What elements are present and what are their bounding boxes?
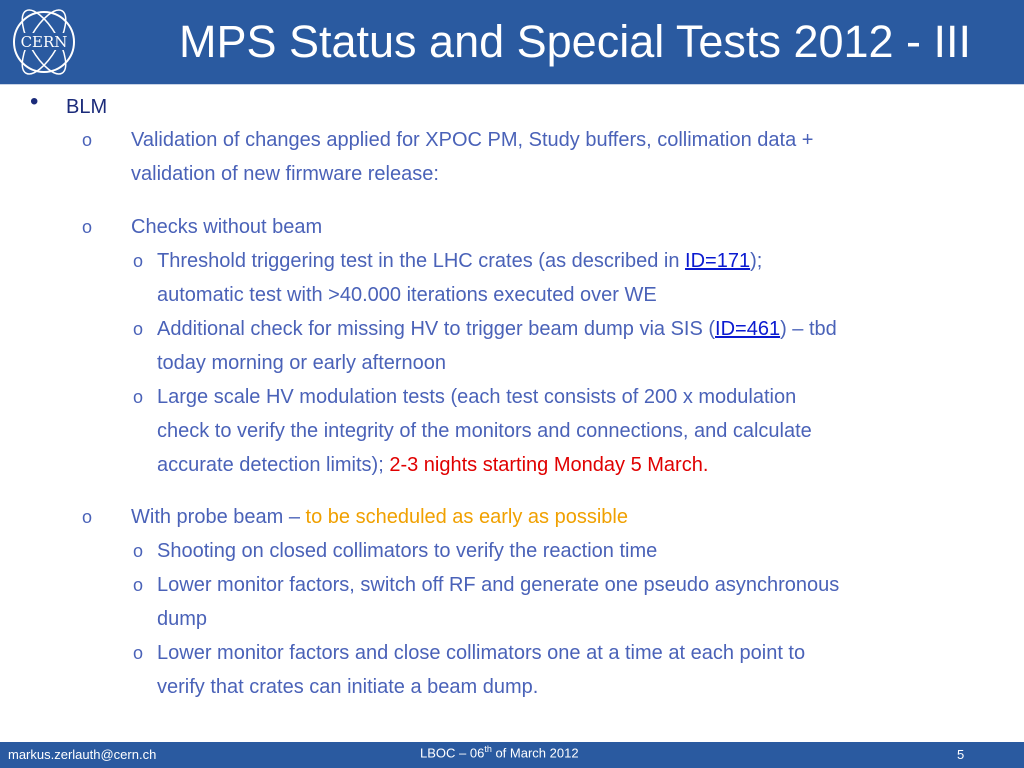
item-close-collimators-line2: verify that crates can initiate a beam dump.	[157, 676, 539, 698]
item-shooting-collimators: Shooting on closed collimators to verify the reaction time	[157, 540, 658, 562]
sub-sub-bullet-marker: o	[133, 387, 144, 407]
logo-text: CERN	[20, 33, 68, 51]
footer-bar	[0, 742, 1024, 768]
sub-bullet-marker: o	[82, 130, 93, 150]
header-bar	[0, 0, 1024, 84]
sub-bullet-marker: o	[82, 217, 93, 237]
cern-logo	[6, 4, 82, 80]
item-hv-check-line1: Additional check for missing HV to trigger beam dump via SIS (ID=461) – tbd	[157, 318, 837, 340]
item-close-collimators-line1: Lower monitor factors and close collimators one at a time at each point to	[157, 642, 806, 664]
item-threshold-line2: automatic test with >40.000 iterations executed over WE	[157, 284, 657, 306]
item-hv-check-line2: today morning or early afternoon	[157, 352, 447, 374]
schedule-highlight: 2-3 nights starting Monday 5 March.	[389, 454, 709, 476]
item-threshold-line1: Threshold triggering test in the LHC crates (as described in ID=171);	[157, 250, 763, 272]
item-hv-modulation-line2: check to verify the integrity of the monitors and connections, and calculate	[157, 420, 812, 442]
item-checks-without-beam: Checks without beam	[131, 216, 323, 238]
item-rf-off-line2: dump	[157, 608, 208, 630]
bullet-dot-icon: •	[30, 88, 39, 115]
item-validation-line1: Validation of changes applied for XPOC PM, Study buffers, collimation data +	[131, 129, 814, 151]
sub-sub-bullet-marker: o	[133, 541, 144, 561]
header-divider	[0, 84, 1024, 85]
item-rf-off-line1: Lower monitor factors, switch off RF and generate one pseudo asynchronous	[157, 574, 840, 596]
item-hv-modulation-line3: accurate detection limits); 2-3 nights starting Monday 5 March.	[157, 454, 709, 476]
item-validation-line2: validation of new firmware release:	[131, 163, 439, 185]
page-number: 5	[957, 747, 965, 762]
probe-beam-note: to be scheduled as early as possible	[305, 506, 628, 528]
bullet-blm: BLM	[66, 96, 108, 118]
item-with-probe-beam: With probe beam – to be scheduled as early as possible	[131, 506, 628, 528]
sub-sub-bullet-marker: o	[133, 251, 144, 271]
link-id-171[interactable]: ID=171	[685, 250, 751, 272]
footer-email: markus.zerlauth@cern.ch	[8, 747, 157, 762]
footer-event: LBOC – 06th of March 2012	[420, 744, 579, 761]
sub-sub-bullet-marker: o	[133, 575, 144, 595]
sub-sub-bullet-marker: o	[133, 319, 144, 339]
item-hv-modulation-line1: Large scale HV modulation tests (each test consists of 200 x modulation	[157, 386, 797, 408]
sub-sub-bullet-marker: o	[133, 643, 144, 663]
sub-bullet-marker: o	[82, 507, 93, 527]
link-id-461[interactable]: ID=461	[715, 318, 781, 340]
slide-title: MPS Status and Special Tests 2012 - III	[178, 16, 972, 67]
